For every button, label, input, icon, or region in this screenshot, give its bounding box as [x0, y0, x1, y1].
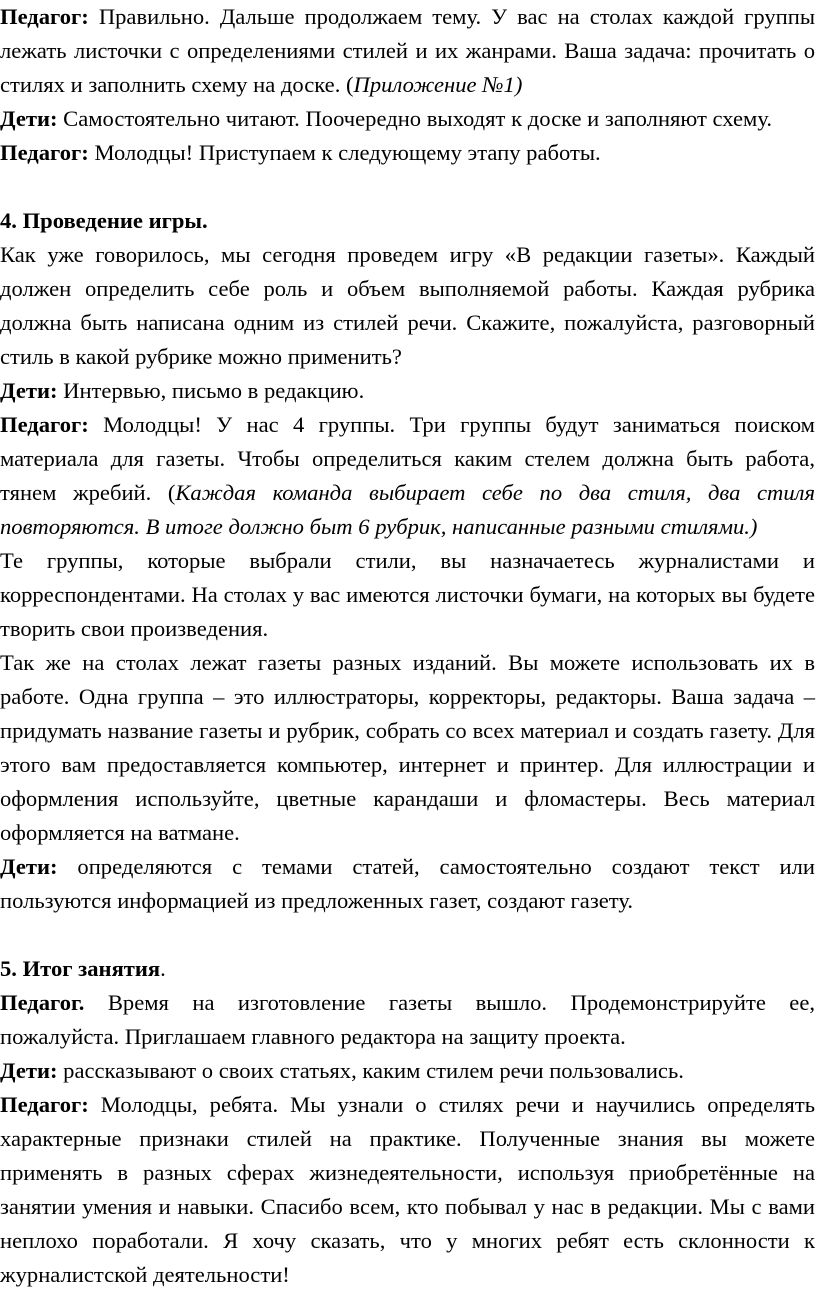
paragraph-children-1 [0, 102, 815, 136]
paragraph-text: рассказывают о своих статьях, каким стилем речи пользовались. [57, 1058, 684, 1083]
paragraph-text: Молодцы! У нас 4 группы. Три группы будут заниматься поиском материала для газеты. Чтобы определиться каким стелем должна быть работа, тянем жребий. ( [0, 412, 815, 505]
paragraph-teacher-2 [0, 136, 815, 170]
paragraph-text: Молодцы, ребята. Мы узнали о стилях речи и научились определять характерные признаки стилей на практике. Полученные знания вы можете применять в разных сферах жизнедеятельности, используя приобретённые на занятии умения и навыки. Спасибо всем, кто побывал у нас в редакции. Мы с вами неплохо поработали. Я хочу сказать, что у многих ребят есть склонности к журналистской деятельности! [0, 1092, 815, 1287]
paragraph-text: определяются с темами статей, самостоятельно создают текст или пользуются информацией из предложенных газет, создают газету. [0, 854, 815, 913]
heading-text: 5. Итог занятия [0, 956, 161, 981]
paragraph-text: Время на изготовление газеты вышло. Продемонстрируйте ее, пожалуйста. Приглашаем главного редактора на защиту проекта. [0, 990, 815, 1049]
speaker-label: Дети: [0, 378, 58, 403]
stage-note: Каждая команда выбирает себе по два стиля, два стиля повторяются. В итоге должно быт 6 рубрик, написанные разными стилями.) [0, 480, 816, 539]
paragraph-teacher-1 [0, 0, 815, 102]
speaker-label: Педагог: [0, 4, 89, 29]
speaker-label: Педагог: [0, 412, 89, 437]
paragraph-teacher-5 [0, 1088, 815, 1292]
heading-tail: . [160, 956, 166, 981]
blank-line [0, 170, 815, 204]
paragraph-text: Интервью, письмо в редакцию. [57, 378, 365, 403]
speaker-label: Дети: [0, 106, 58, 131]
appendix-note: Приложение №1) [353, 72, 523, 97]
speaker-label: Дети: [0, 854, 58, 879]
speaker-label: Дети: [0, 1058, 58, 1083]
blank-line [0, 918, 815, 952]
paragraph-teacher-4 [0, 986, 815, 1054]
paragraph-groups: Те группы, которые выбрали стили, вы назначаетесь журналистами и корреспондентами. На столах у вас имеются листочки бумаги, на которых вы будете творить свои произведения. [0, 548, 815, 641]
paragraph-text: Правильно. Дальше продолжаем тему. У вас на столах каждой группы лежать листочки с определениями стилей и их жанрами. Ваша задача: прочитать о стилях и заполнить схему на доске. ( [0, 4, 815, 97]
section-heading-4: 4. Проведение игры. [0, 208, 208, 233]
paragraph-children-2 [0, 374, 815, 408]
speaker-label: Педагог: [0, 1092, 89, 1117]
paragraph-text: Молодцы! Приступаем к следующему этапу работы. [88, 140, 601, 165]
section-heading-5 [0, 952, 815, 986]
paragraph-newspapers: Так же на столах лежат газеты разных изданий. Вы можете использовать их в работе. Одна группа – это иллюстраторы, корректоры, редакторы. Ваша задача – придумать название газеты и рубрик, собрать со всех материал и создать газету. Для этого вам предоставляется компьютер, интернет и принтер. Для иллюстрации и оформления используйте, цветные карандаши и фломастеры. Весь материал оформляется на ватмане. [0, 650, 815, 845]
paragraph-teacher-3 [0, 408, 815, 544]
paragraph-children-4 [0, 1054, 815, 1088]
paragraph-text: Самостоятельно читают. Поочередно выходят к доске и заполняют схему. [57, 106, 773, 131]
paragraph-intro: Как уже говорилось, мы сегодня проведем игру «В редакции газеты». Каждый должен определить себе роль и объем выполняемой работы. Каждая рубрика должна быть написана одним из стилей речи. Скажите, пожалуйста, разговорный стиль в какой рубрике можно применить? [0, 242, 815, 369]
paragraph-children-3 [0, 850, 815, 918]
speaker-label: Педагог. [0, 990, 85, 1015]
speaker-label: Педагог: [0, 140, 89, 165]
